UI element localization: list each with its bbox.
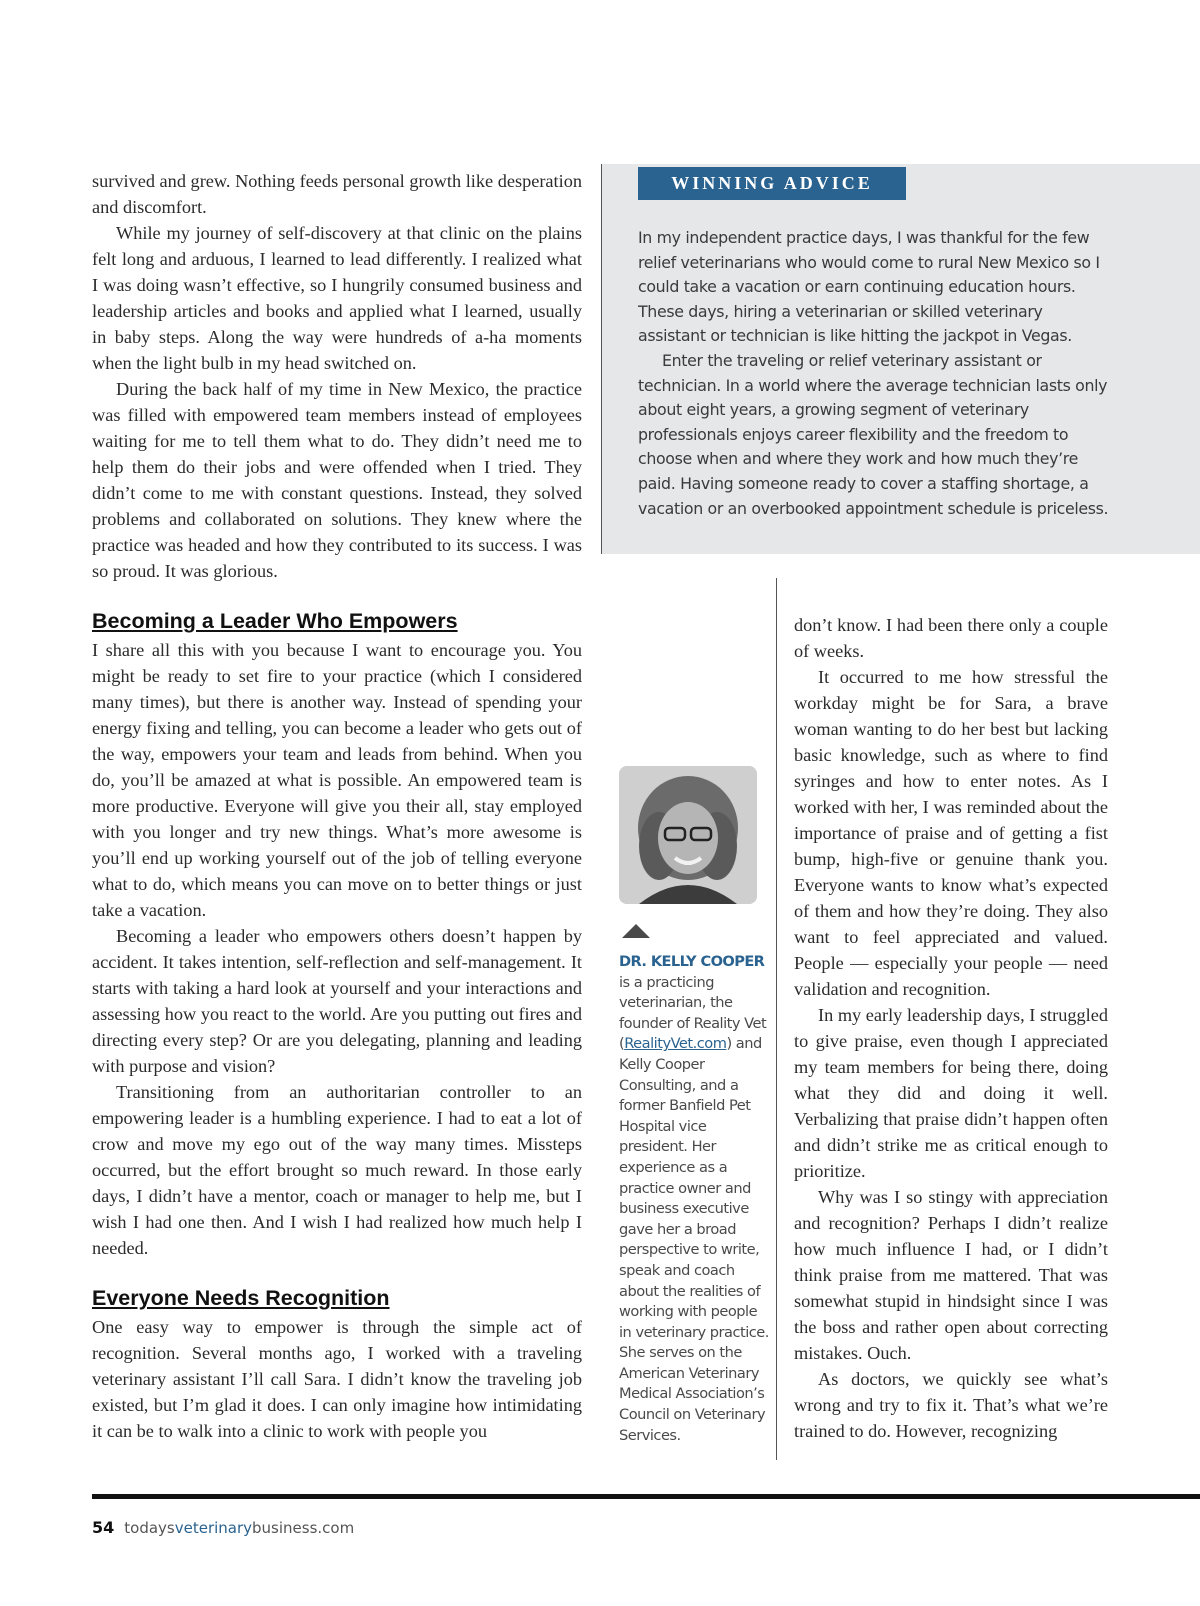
article-paragraph: don’t know. I had been there only a couple of weeks. (794, 615, 1108, 661)
author-portrait-icon (619, 766, 757, 904)
author-bio (619, 952, 769, 1446)
article-left-column (92, 168, 582, 1444)
author-website-link[interactable]: RealityVet.com (624, 1035, 727, 1053)
article-paragraph: Why was I so stingy with appreciation and recognition? Perhaps I didn’t realize how much influence I had, or I didn’t think praise from me mattered. That was somewhat stupid in hindsight since I was the boss and rather open about correcting mistakes. Ouch. (794, 1187, 1108, 1363)
author-name: DR. KELLY COOPER (619, 953, 765, 970)
sidebar-paragraph: In my independent practice days, I was thankful for the few relief veterinarians who would come to rural New Mexico so I could take a vacation or earn continuing education hours. These days, hiring a veterinarian or skilled veterinary assistant or technician is like hitting the jackpot in Vegas. (638, 228, 1100, 346)
section-heading-empowers: Becoming a Leader Who Empowers (92, 609, 458, 633)
caret-up-icon (622, 924, 650, 938)
article-paragraph: One easy way to empower is through the simple act of recognition. Several months ago, I worked with a traveling veterinary assistant I’ll call Sara. I didn’t know the traveling job existed, but I’m glad it does. I can only imagine how intimidating it can be to walk into a clinic to work with people you (92, 1317, 582, 1441)
winning-advice-text (638, 226, 1110, 521)
footer-site-highlight: veterinary (174, 1519, 253, 1537)
article-paragraph: During the back half of my time in New Mexico, the practice was filled with empowered team members instead of employees waiting for me to tell them what to do. They didn’t need me to help them do their jobs and were offended when I tried. They didn’t come to me with constant questions. Instead, they solved problems and collaborated on solutions. They knew where the practice was headed and how they contributed to its success. I was so proud. It was glorious. (92, 379, 582, 581)
footer-site-suffix: business.com (252, 1519, 355, 1537)
article-paragraph: survived and grew. Nothing feeds personal growth like desperation and discomfort. (92, 171, 582, 217)
author-bio-text: is a practicing veterinarian, the founder of Reality Vet ( (619, 973, 767, 1053)
author-bio-text: ) and Kelly Cooper Consulting, and a former Banfield Pet Hospital vice president. Her experience as a practice owner and business executive gave her a broad perspective to write, speak and coach about the realities of working with people in veterinary practice. She serves on the American Veterinary Medical Association’s Council on Veterinary Services. (619, 1035, 769, 1444)
page-footer (92, 1518, 354, 1537)
page-number: 54 (92, 1518, 115, 1537)
article-paragraph: As doctors, we quickly see what’s wrong and try to fix it. That’s what we’re trained to do. However, recognizing (794, 1369, 1108, 1441)
author-photo (619, 766, 757, 904)
footer-rule (92, 1494, 1200, 1499)
article-paragraph: Becoming a leader who empowers others doesn’t happen by accident. It takes intention, self-reflection and self-management. It starts with taking a hard look at yourself and your interactions and assessing how you react to the world. Are you putting out fires and directing every step? Or are you delegating, planning and leading with purpose and vision? (92, 926, 582, 1076)
article-paragraph: In my early leadership days, I struggled to give praise, even though I appreciated my team members for being there, doing what they did and doing it well. Verbalizing that praise didn’t happen often and didn’t strike me as critical enough to prioritize. (794, 1005, 1108, 1181)
footer-site-prefix: todays (124, 1519, 175, 1537)
article-paragraph: I share all this with you because I want to encourage you. You might be ready to set fire to your practice (which I considered many times), but there is another way. Instead of spending your energy fixing and telling, you can become a leader who gets out of the way, empowers your team and leads from behind. When you do, you’ll be amazed at what is possible. An empowered team is more productive. Everyone will give you their all, stay employed with you longer and try new things. What’s more awesome is you’ll end up working yourself out of the job of telling everyone what to do, which means you can move on to better things or just take a vacation. (92, 640, 582, 920)
column-divider (776, 578, 777, 1460)
sidebar-paragraph: Enter the traveling or relief veterinary assistant or technician. In a world where the average technician lasts only about eight years, a growing segment of veterinary professionals enjoys career flexibility and the freedom to choose when and where they work and how much they’re paid. Having someone ready to cover a staffing shortage, a vacation or an overbooked appointment schedule is priceless. (638, 350, 1109, 518)
winning-advice-label: WINNING ADVICE (638, 167, 906, 200)
article-paragraph: Transitioning from an authoritarian controller to an empowering leader is a humbling experience. I had to eat a lot of crow and move my ego out of the way many times. Missteps occurred, but the effort brought so much reward. In those early days, I didn’t have a mentor, coach or manager to help me, but I wish I had one then. And I wish I had realized how much help I needed. (92, 1082, 582, 1258)
article-paragraph: While my journey of self-discovery at that clinic on the plains felt long and arduous, I learned to lead differently. I realized what I was doing wasn’t effective, so I hungrily consumed business and leadership articles and books and applied what I learned, usually in baby steps. Along the way were hundreds of a-ha moments when the light bulb in my head switched on. (92, 223, 582, 373)
article-right-column (794, 612, 1108, 1444)
article-paragraph: It occurred to me how stressful the workday might be for Sara, a brave woman wanting to do her best but lacking basic knowledge, such as where to find syringes and how to enter notes. As I worked with her, I was reminded about the importance of praise and of getting a fist bump, high-five or genuine thank you. Everyone wants to know what’s expected of them and how they’re doing. They also want to feel appreciated and valued. People — especially your people — need validation and recognition. (794, 667, 1108, 999)
section-heading-recognition: Everyone Needs Recognition (92, 1286, 390, 1310)
